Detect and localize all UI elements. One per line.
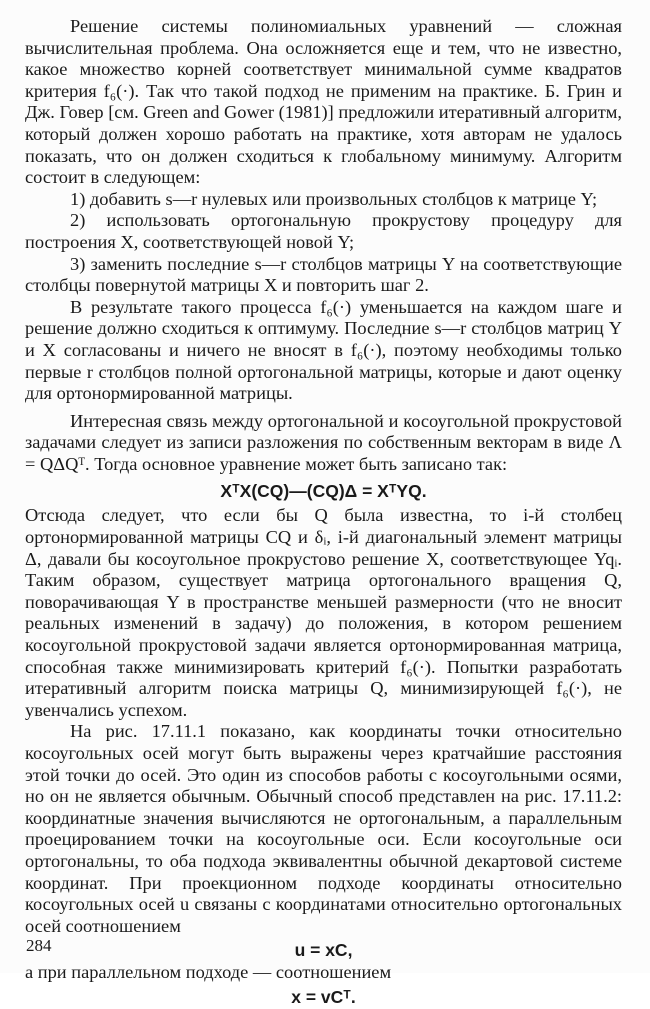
algorithm-step-2: 2) использовать ортогональную прокрустову процедуру для построения X, соответствующей новой Y; <box>25 210 622 252</box>
paragraph-oblique-link: Интересная связь между ортогональной и косоугольной прокрустовой задачами следует из записи разложения по собственным векторам в виде Λ = QΔQᵀ. Тогда основное уравнение может быть записано так: <box>25 410 622 474</box>
main-equation: XᵀX(CQ)—(CQ)Δ = XᵀYQ. <box>220 481 427 502</box>
paragraph-process-result: В результате такого процесса f₆(·) уменьшается на каждом шаге и решение должно сходиться к оптимуму. Последние s—r столбцов матриц Y и X согласованы и ничего не вносят в f₆(·), поэтому необходимы только первые r столбцов полной ортогональной матрицы, которые и дают оценку для ортонормированной матрицы. <box>25 296 622 404</box>
page-body <box>25 16 622 1009</box>
paragraph-parallel-approach: а при параллельном подходе — соотношением <box>25 962 392 983</box>
algorithm-step-1: 1) добавить s—r нулевых или произвольных столбцов к матрице Y; <box>70 188 598 209</box>
paragraph-consequence: Отсюда следует, что если бы Q была известна, то i-й столбец ортонормированной матрицы CQ и δᵢ, i-й диагональный элемент матрицы Δ, давали бы косоугольное прокрустово решение X, соответствующее Yqᵢ. Таким образом, существует матрица ортогонального вращения Q, поворачивающая Y в пространстве меньшей размерности (что не вносит реальных изменений в задачу) до положения, в котором решением косоугольной прокрустовой задачи является ортонормированная матрица, способная также минимизировать критерий f₆(·). Попытки разработать итеративный алгоритм поиска матрицы Q, минимизирующей f₆(·), не увенчались успехом. <box>25 505 622 720</box>
x-relation-formula: x = vCᵀ. <box>291 986 356 1007</box>
u-relation-formula: u = xC, <box>294 940 353 961</box>
algorithm-step-3: 3) заменить последние s—r столбцов матрицы Y на соответствующие столбцы повернутой матрицы X и повторить шаг 2. <box>25 253 622 296</box>
page-number: 284 <box>26 936 52 955</box>
paragraph-polynomial-solution: Решение системы полиномиальных уравнений — сложная вычислительная проблема. Она осложняется еще и тем, что не известно, какое множество корней соответствует минимальной сумме квадратов критерия f₆(·). Так что такой подход не применим на практике. Б. Грин и Дж. Говер [см. Green and Gower (1981)] предложили итеративный алгоритм, который должен хорошо работать на практике, хотя авторам не удалось показать, что он должен сходиться к глобальному минимуму. Алгоритм состоит в следующем: <box>25 16 622 188</box>
paragraph-figure-discussion: На рис. 17.11.1 показано, как координаты точки относительно косоугольных осей могут быть выражены через кратчайшие расстояния этой точки до осей. Это один из способов работы с косоугольными осями, но он не является обычным. Обычный способ представлен на рис. 17.11.2: координатные значения вычисляются не ортогональным, а параллельным проецированием точки на косоугольные оси. Если косоугольные оси ортогональны, то оба подхода эквивалентны обычной декартовой системе координат. При проекционном подходе координаты относительно косоугольных осей u связаны с координатами относительно ортогональных осей соотношением <box>25 721 622 936</box>
